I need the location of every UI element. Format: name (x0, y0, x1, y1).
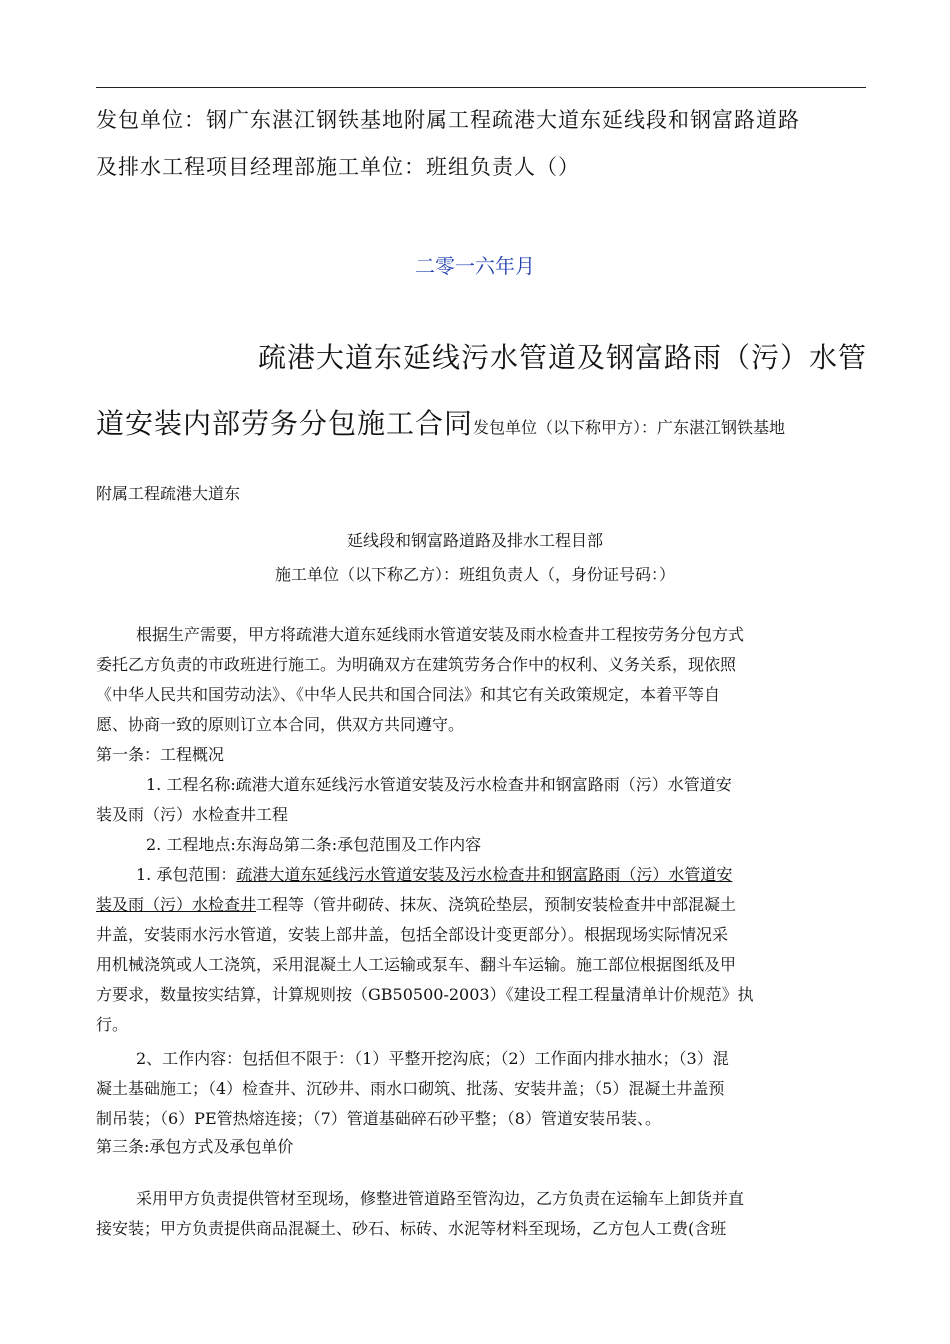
scope-line-2-rest: 工程等（管井砌砖、抹灰、浇筑砼垫层，预制安装检查井中部混凝土 (256, 895, 737, 914)
party-b-label: 施工单位（以下称乙方）：班组负责人（，身份证号码：） (274, 565, 675, 584)
intro-line-2: 委托乙方负责的市政班进行施工。为明确双方在建筑劳务合作中的权利、义务关系，现依照 (96, 655, 737, 674)
article-1-item-1-line-2: 装及雨（污）水检查井工程 (96, 805, 289, 824)
party-a-continued: 附属工程疏港大道东 (96, 484, 241, 503)
contract-title-line-1: 疏港大道东延线污水管道及钢富路雨（污）水管 (258, 341, 868, 374)
work-line-2: 凝土基础施工；（4）检查井、沉砂井、雨水口砌筑、批荡、安装井盖；（5）混凝土井盖预 (96, 1079, 725, 1098)
header-line-2: 及排水工程项目经理部施工单位：班组负责人（） (96, 155, 580, 179)
intro-line-4: 愿、协商一致的原则订立本合同，供双方共同遵守。 (96, 715, 465, 734)
scope-prefix: 1. 承包范围： (136, 865, 237, 884)
contract-title-line-2 (96, 402, 785, 442)
article-1-item-1-line-1: 1. 工程名称:疏港大道东延线污水管道安装及污水检查井和钢富路雨（污）水管道安 (146, 775, 732, 794)
party-a-department: 延线段和钢富路道路及排水工程目部 (346, 531, 603, 550)
header-line-1: 发包单位：钢广东湛江钢铁基地附属工程疏港大道东延线段和钢富路道路 (96, 108, 800, 132)
contract-title-line-2-main: 道安装内部劳务分包施工合同 (96, 407, 474, 440)
intro-line-1: 根据生产需要，甲方将疏港大道东延线雨水管道安装及雨水检查井工程按劳务分包方式 (136, 625, 745, 644)
article-3-line-1: 采用甲方负责提供管材至现场，修整进管道路至管沟边，乙方负责在运输车上卸货并直 (136, 1189, 745, 1208)
work-line-1: 2、工作内容：包括但不限于：（1）平整开挖沟底；（2）工作面内排水抽水；（3）混 (136, 1049, 729, 1068)
scope-underlined-2: 装及雨（污）水检查井 (96, 895, 257, 914)
scope-line-2 (96, 892, 736, 915)
scope-line-4: 用机械浇筑或人工浇筑，采用混凝土人工运输或泵车、翻斗车运输。施工部位根据图纸及甲 (96, 955, 737, 974)
header-rule (96, 87, 866, 88)
article-3-line-2: 接安装；甲方负责提供商品混凝土、砂石、标砖、水泥等材料至现场，乙方包人工费(含班 (96, 1219, 727, 1238)
article-1-heading: 第一条：工程概况 (96, 745, 225, 764)
intro-line-3: 《中华人民共和国劳动法》、《中华人民共和国合同法》和其它有关政策规定，本着平等自 (96, 685, 721, 704)
article-3-heading: 第三条:承包方式及承包单价 (96, 1137, 294, 1156)
scope-underlined-1: 疏港大道东延线污水管道安装及污水检查井和钢富路雨（污）水管道安 (236, 865, 733, 884)
scope-line-5: 方要求，数量按实结算，计算规则按（GB50500-2003）《建设工程工程量清单计价规范》执 (96, 985, 754, 1004)
article-1-item-2: 2. 工程地点:东海岛第二条:承包范围及工作内容 (146, 835, 482, 854)
scope-line-6: 行。 (96, 1015, 129, 1034)
scope-line-1 (136, 862, 732, 885)
contract-date: 二零一六年月 (415, 254, 535, 278)
work-line-3: 制吊装；（6）PE管热熔连接；（7）管道基础碎石砂平整；（8）管道安装吊装、。 (96, 1109, 661, 1128)
party-a-label: 发包单位（以下称甲方）：广东湛江钢铁基地 (473, 418, 786, 437)
scope-line-3: 井盖，安装雨水污水管道，安装上部井盖，包括全部设计变更部分）。根据现场实际情况采 (96, 925, 729, 944)
